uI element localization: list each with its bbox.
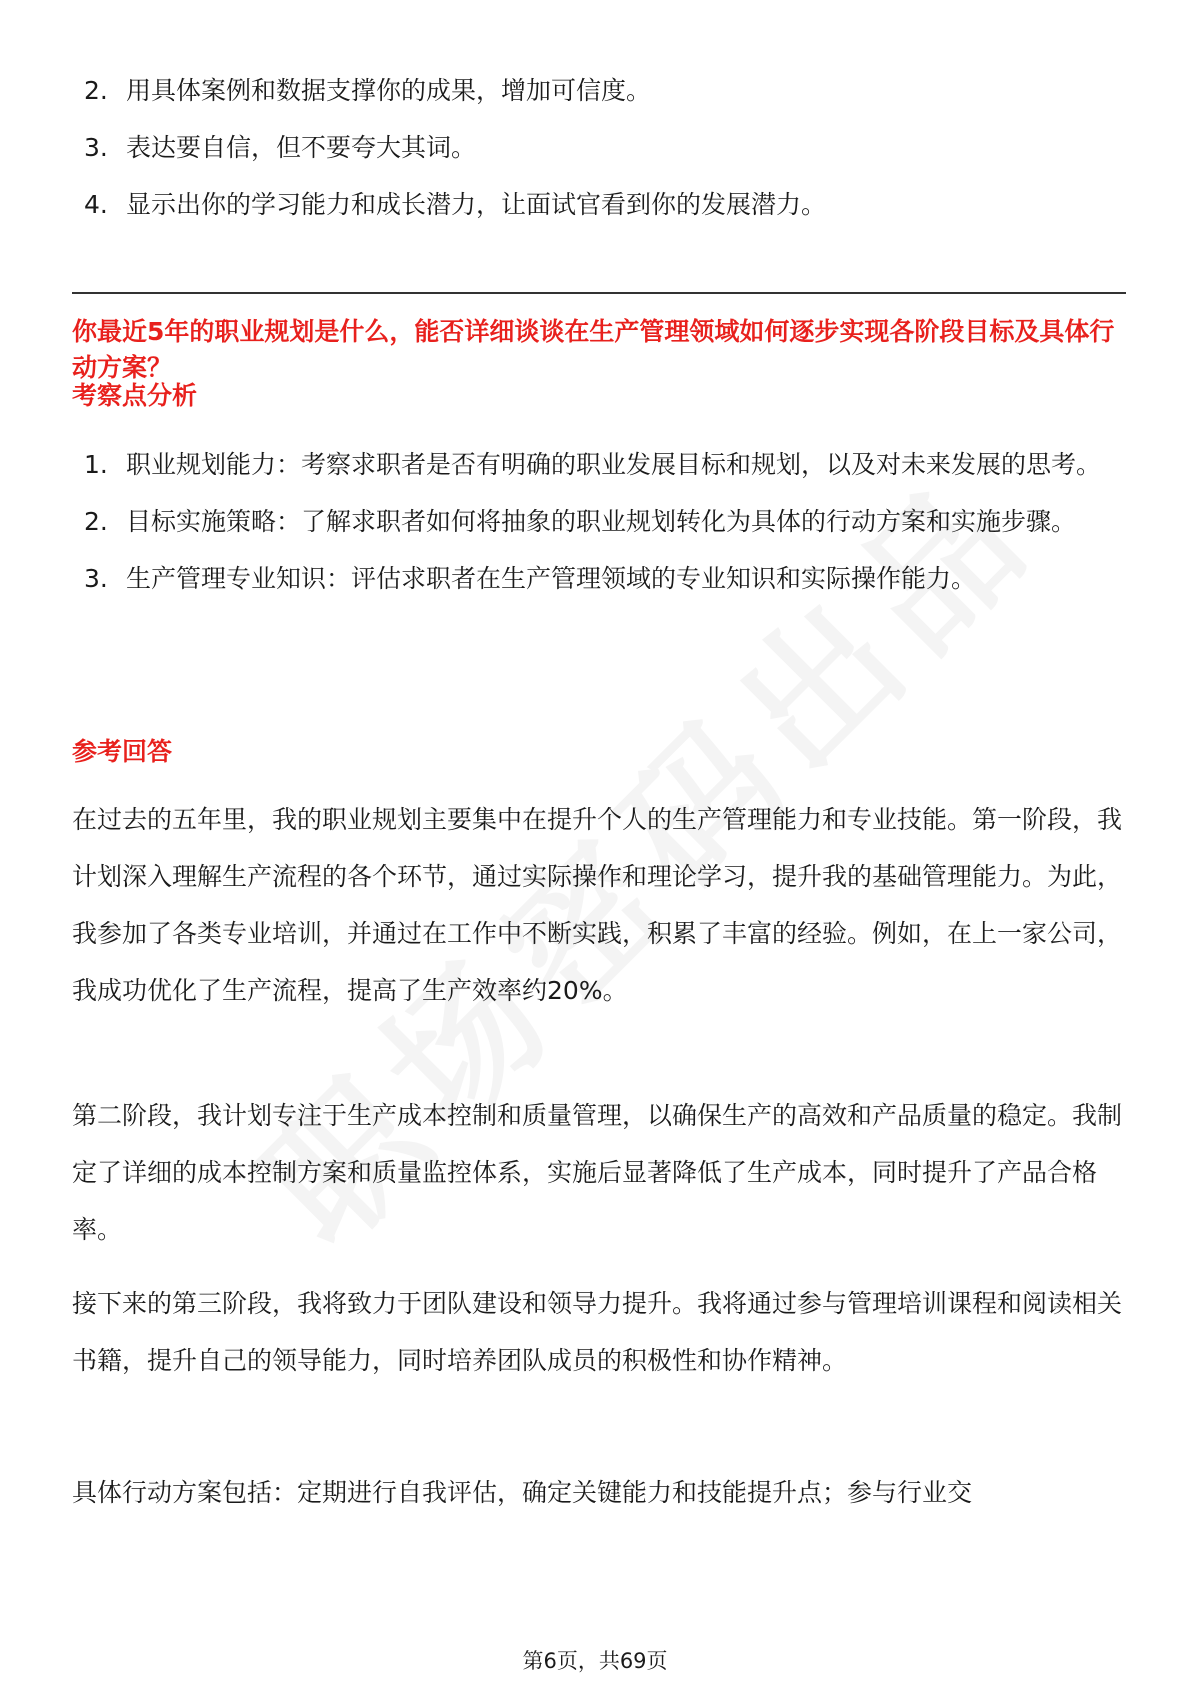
- answer-heading: 参考回答: [72, 737, 173, 766]
- answer-paragraph: 第二阶段，我计划专注于生产成本控制和质量管理，以确保生产的高效和产品质量的稳定。我制定了详细的成本控制方案和质量监控体系，实施后显著降低了生产成本，同时提升了产品合格率。: [72, 1101, 1123, 1244]
- answer-paragraph: 接下来的第三阶段，我将致力于团队建设和领导力提升。我将通过参与管理培训课程和阅读相关书籍，提升自己的领导能力，同时培养团队成员的积极性和协作精神。: [72, 1289, 1123, 1375]
- tips-list: [84, 62, 1124, 233]
- list-number: 1.: [84, 450, 108, 479]
- analysis-list: [84, 436, 1124, 607]
- question-title: 你最近5年的职业规划是什么，能否详细谈谈在生产管理领域如何逐步实现各阶段目标及具体行动方案？: [72, 317, 1115, 382]
- list-text: 表达要自信，但不要夸大其词。: [126, 133, 477, 162]
- list-number: 2.: [84, 507, 108, 536]
- list-text: 生产管理专业知识：评估求职者在生产管理领域的专业知识和实际操作能力。: [126, 564, 977, 593]
- list-item: [84, 176, 1124, 233]
- answer-paragraph: 具体行动方案包括：定期进行自我评估，确定关键能力和技能提升点；参与行业交: [72, 1478, 973, 1507]
- list-number: 3.: [84, 133, 108, 162]
- list-text: 用具体案例和数据支撑你的成果，增加可信度。: [126, 76, 652, 105]
- page-number: 第6页，共69页: [522, 1649, 668, 1673]
- list-number: 4.: [84, 190, 108, 219]
- list-item: [84, 493, 1124, 550]
- analysis-heading: 考察点分析: [72, 381, 198, 410]
- list-number: 3.: [84, 564, 108, 593]
- list-text: 显示出你的学习能力和成长潜力，让面试官看到你的发展潜力。: [126, 190, 827, 219]
- list-item: [84, 550, 1124, 607]
- list-text: 目标实施策略：了解求职者如何将抽象的职业规划转化为具体的行动方案和实施步骤。: [126, 507, 1077, 536]
- list-item: [84, 119, 1124, 176]
- list-item: [84, 62, 1124, 119]
- section-divider: [72, 292, 1126, 294]
- list-item: [84, 436, 1124, 493]
- list-number: 2.: [84, 76, 108, 105]
- answer-paragraph: 在过去的五年里，我的职业规划主要集中在提升个人的生产管理能力和专业技能。第一阶段，我计划深入理解生产流程的各个环节，通过实际操作和理论学习，提升我的基础管理能力。为此，我参加了各类专业培训，并通过在工作中不断实践，积累了丰富的经验。例如，在上一家公司，我成功优化了生产流程，提高了生产效率约20%。: [72, 805, 1123, 1005]
- list-text: 职业规划能力：考察求职者是否有明确的职业发展目标和规划，以及对未来发展的思考。: [126, 450, 1102, 479]
